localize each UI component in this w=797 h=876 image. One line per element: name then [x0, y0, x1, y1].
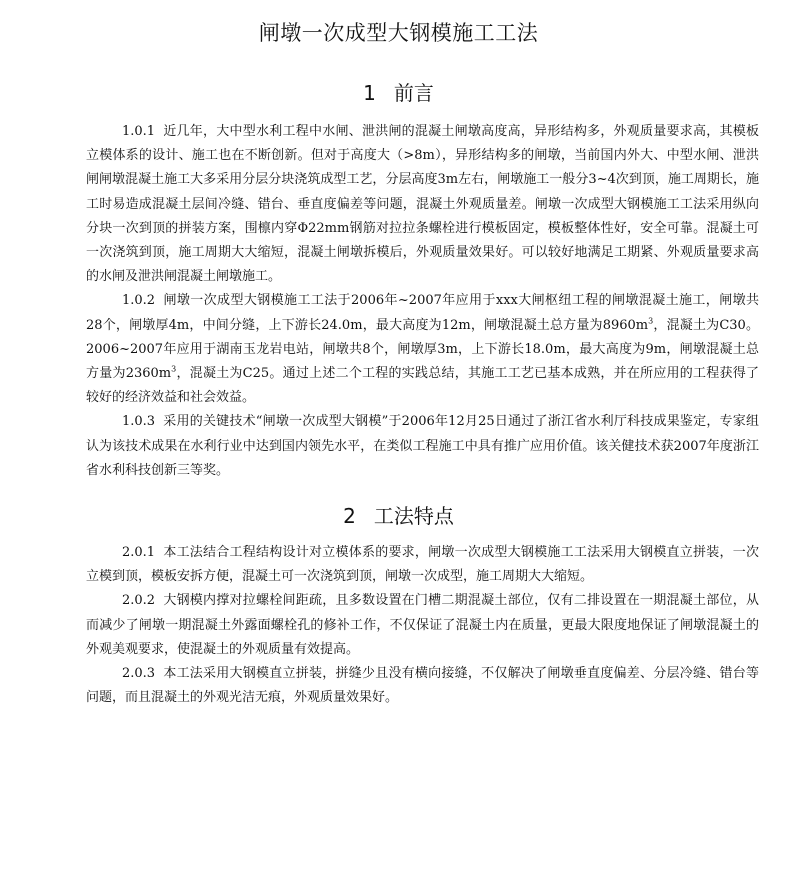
superscript: 3 — [648, 316, 654, 326]
clause-number: 2.0.3 — [122, 666, 156, 682]
paragraph-text: 采用的关键技术“闸墩一次成型大钢模”于2006年12月25日通过了浙江省水利厅科技成果鉴定，专家组认为该技术成果在水利行业中达到国内领先水平，在类似工程施工中具有推广应用价值。该关健技术获2007年度浙江省水利科技创新三等奖。 — [86, 414, 759, 478]
section-heading-2 — [104, 501, 693, 531]
paragraph-1-0-3 — [86, 410, 759, 483]
clause-number: 1.0.1 — [122, 124, 156, 139]
clause-number: 1.0.2 — [122, 293, 156, 309]
section-number: 1 — [363, 81, 376, 105]
paragraph-text: ，混凝土为C30。2006~2007年应用于湖南玉龙岩电站，闸墩共8个，闸墩厚3m，上下游长18.0m，最大高度为9m，闸墩混凝土总方量为2360m — [86, 317, 759, 382]
clause-number: 2.0.1 — [122, 545, 156, 561]
paragraph-text: 本工法结合工程结构设计对立模体系的要求，闸墩一次成型大钢模施工工法采用大钢模直立拼装，一次立模到顶，模板安拆方便，混凝土可一次浇筑到顶，闸墩一次成型，施工周期大大缩短。 — [86, 545, 759, 585]
clause-number: 1.0.3 — [122, 414, 156, 430]
paragraph-2-0-1 — [86, 541, 759, 589]
paragraph-text: 闸墩一次成型大钢模施工工法于2006年~2007年应用于xxx大闸枢纽工程的闸墩混凝土施工，闸墩共28个，闸墩厚4m，中间分缝，上下游长24.0m，最大高度为12m，闸墩混凝土总方量为8960m — [86, 293, 759, 333]
superscript: 3 — [171, 364, 177, 374]
section-title: 前言 — [393, 81, 434, 105]
paragraph-text: ，混凝土为C25。通过上述二个工程的实践总结，其施工工艺已基本成熟，并在所应用的工程获得了较好的经济效益和社会效益。 — [86, 366, 759, 406]
section-title: 工法特点 — [373, 504, 454, 529]
paragraph-1-0-2 — [86, 289, 759, 410]
paragraph-2-0-2 — [86, 589, 759, 662]
clause-number: 2.0.2 — [122, 593, 156, 609]
document-title: 闸墩一次成型大钢模施工工法 — [258, 21, 539, 45]
section-number: 2 — [343, 504, 356, 529]
paragraph-text: 本工法采用大钢模直立拼装，拼缝少且没有横向接缝，不仅解决了闸墩垂直度偏差、分层冷缝、错台等问题，而且混凝土的外观光洁无痕，外观质量效果好。 — [86, 666, 759, 706]
paragraph-2-0-3 — [86, 662, 759, 710]
section-heading-1 — [104, 78, 693, 108]
paragraph-text: 大钢模内撑对拉螺栓间距疏，且多数设置在门槽二期混凝土部位，仅有二排设置在一期混凝土部位，从而减少了闸墩一期混凝土外露面螺栓孔的修补工作，不仅保证了混凝土内在质量，更最大限度地保证了闸墩混凝土的外观美观要求，使混凝土的外观质量有效提高。 — [86, 593, 759, 657]
paragraph-text: 近几年，大中型水利工程中水闸、泄洪闸的混凝土闸墩高度高，异形结构多，外观质量要求高，其模板立模体系的设计、施工也在不断创新。但对于高度大（>8m），异形结构多的闸墩，当前国内外大、中型水闸、泄洪闸闸墩混凝土施工大多采用分层分块浇筑成型工艺，分层高度3m左右，闸墩施工一般分3~4次到顶，施工周期长，施工时易造成混凝土层间冷缝、错台、垂直度偏差等问题，混凝土外观质量差。闸墩一次成型大钢模施工工法采用纵向分块一次到顶的拼装方案，围檩内穿Φ22mm钢筋对拉拉条螺栓进行模板固定，模板整体性好，安全可靠。混凝土可一次浇筑到顶，施工周期大大缩短，混凝土闸墩拆模后，外观质量效果好。可以较好地满足工期紧、外观质量要求高的水闸及泄洪闸混凝土闸墩施工。 — [86, 124, 759, 285]
paragraph-1-0-1 — [86, 120, 759, 289]
